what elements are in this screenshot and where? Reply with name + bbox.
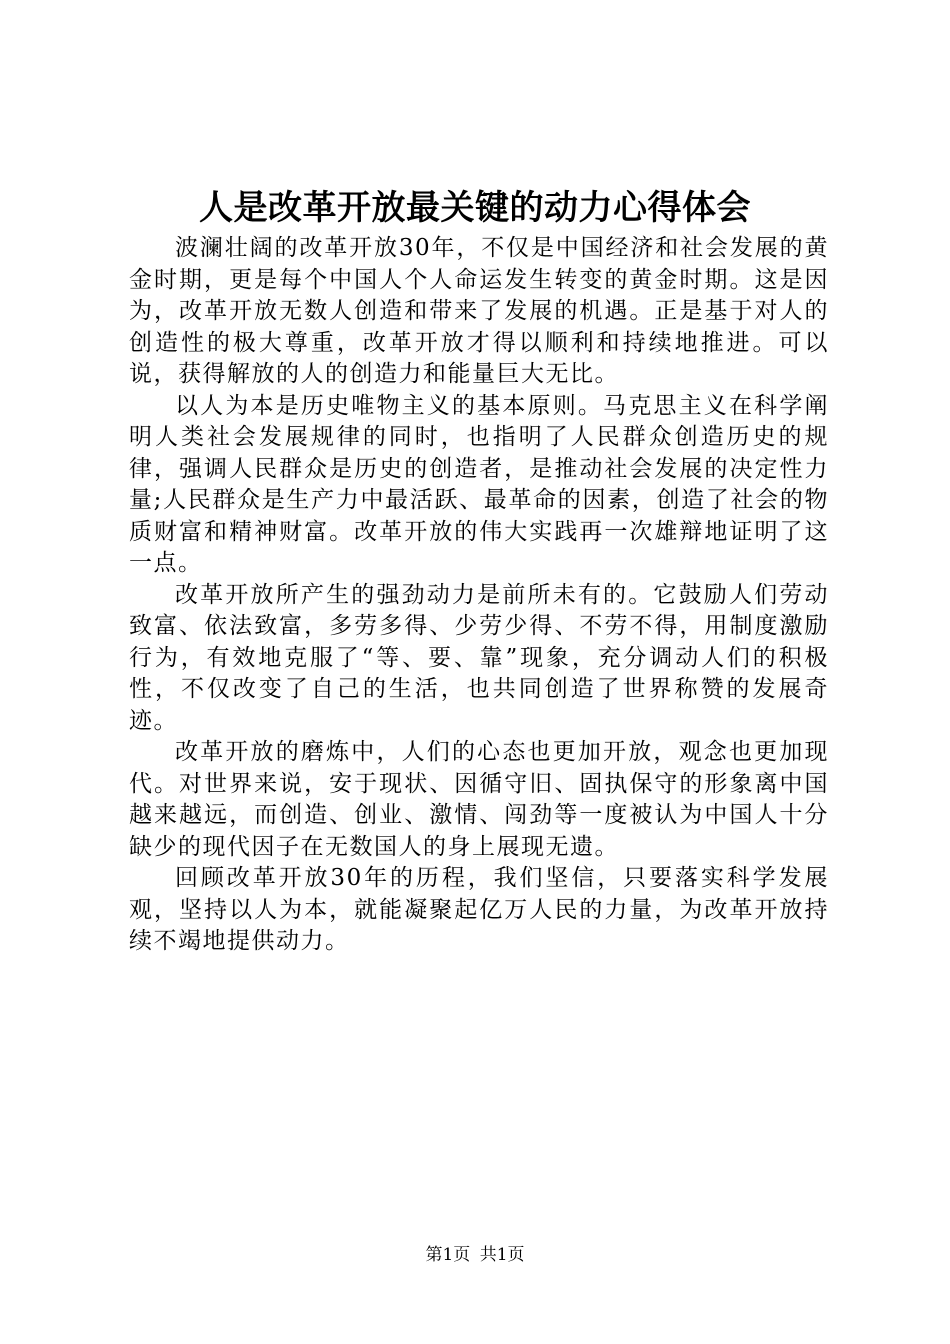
document-title: 人是改革开放最关键的动力心得体会: [199, 188, 751, 228]
paragraph-1: 波澜壮阔的改革开放30年，不仅是中国经济和社会发展的黄金时期，更是每个中国人个人命运发生转变的黄金时期。这是因为，改革开放无数人创造和带来了发展的机遇。正是基于对人的创造性的极大尊重，改革开放才得以顺利和持续地推进。可以说，获得解放的人的创造力和能量巨大无比。: [129, 235, 829, 387]
page-number-footer: [0, 1243, 950, 1267]
document-body: [129, 233, 829, 958]
paragraph-5: 回顾改革开放30年的历程，我们坚信，只要落实科学发展观，坚持以人为本，就能凝聚起亿万人民的力量，为改革开放持续不竭地提供动力。: [129, 865, 829, 954]
paragraph-2: 以人为本是历史唯物主义的基本原则。马克思主义在科学阐明人类社会发展规律的同时，也指明了人民群众创造历史的规律，强调人民群众是历史的创造者，是推动社会发展的决定性力量;人民群众是生产力中最活跃、最革命的因素，创造了社会的物质财富和精神财富。改革开放的伟大实践再一次雄辩地证明了这一点。: [129, 392, 829, 576]
page-total: 共1页: [479, 1245, 525, 1265]
paragraph-4: 改革开放的磨炼中，人们的心态也更加开放，观念也更加现代。对世界来说，安于现状、因循守旧、固执保守的形象离中国越来越远，而创造、创业、激情、闯劲等一度被认为中国人十分缺少的现代因子在无数国人的身上展现无遗。: [129, 739, 829, 860]
paragraph-3: 改革开放所产生的强劲动力是前所未有的。它鼓励人们劳动致富、依法致富，多劳多得、少劳少得、不劳不得，用制度激励行为，有效地克服了“等、要、靠”现象，充分调动人们的积极性，不仅改变了自己的生活，也共同创造了世界称赞的发展奇迹。: [129, 581, 829, 734]
page-current: 第1页: [425, 1245, 471, 1265]
